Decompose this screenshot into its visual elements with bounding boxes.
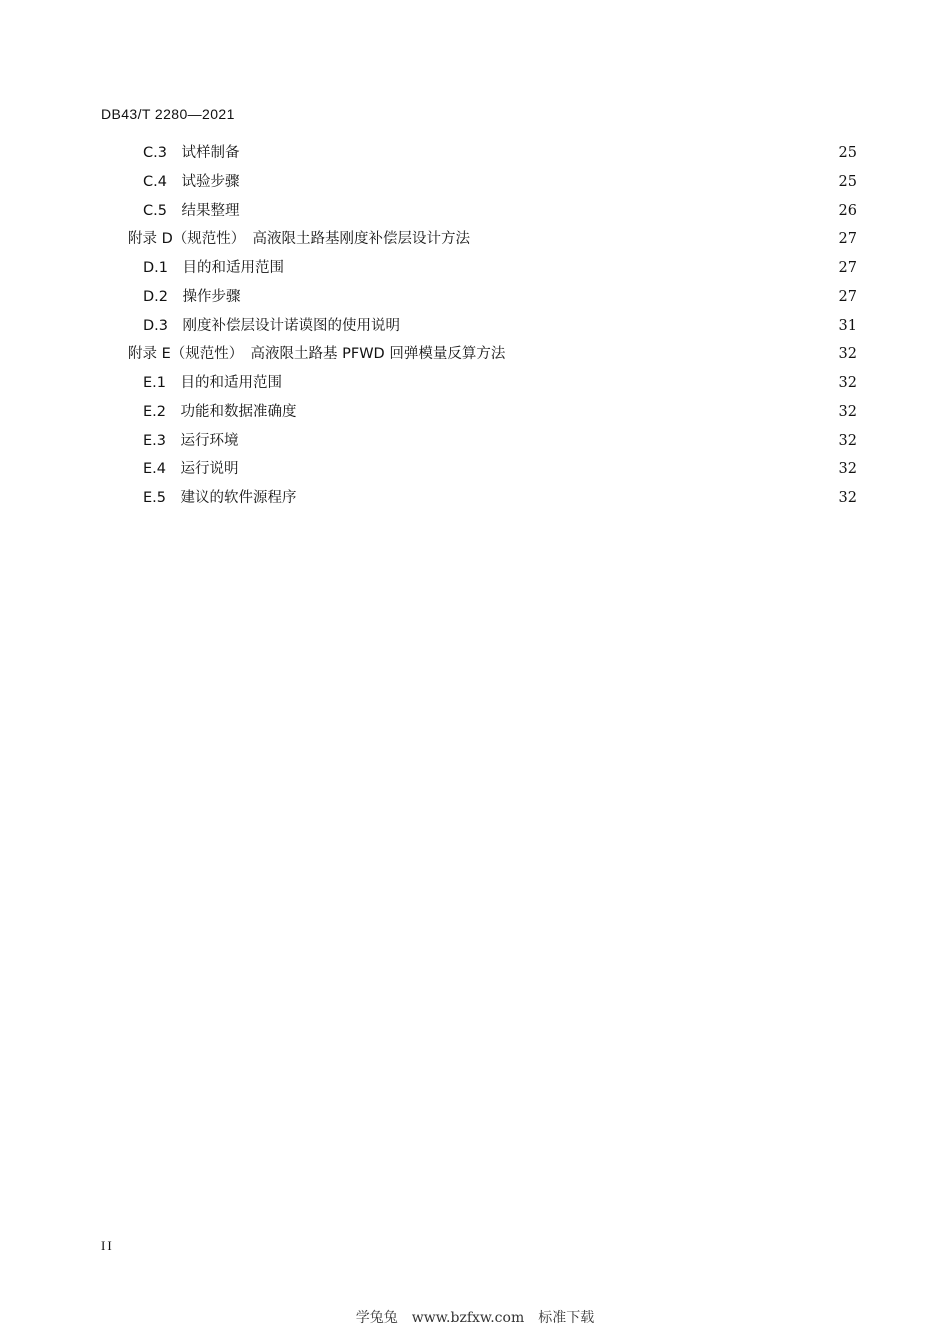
dot-leader	[403, 315, 829, 337]
toc-entry-page: 31	[838, 317, 857, 334]
dot-leader	[242, 171, 829, 193]
dot-leader	[242, 430, 830, 452]
page-number: II	[101, 1238, 114, 1253]
toc-entry[interactable]	[143, 458, 857, 480]
toc-entry-page: 32	[838, 461, 857, 478]
toc-entry-page: 32	[838, 375, 857, 391]
toc-entry-label: 附录 D（规范性） 高液限土路基刚度补偿层设计方法	[128, 231, 471, 248]
toc-entry-page: 32	[838, 403, 857, 420]
toc-entry-page: 27	[838, 288, 857, 305]
toc-entry-page: 27	[838, 260, 857, 276]
toc-entry[interactable]	[143, 372, 857, 394]
toc-entry-page: 25	[838, 173, 857, 190]
toc-entry-label: E.2 功能和数据准确度	[143, 403, 297, 420]
toc-entry-label: D.1 目的和适用范围	[143, 260, 284, 276]
toc-entry-label: E.4 运行说明	[143, 461, 239, 478]
toc-entry-label: D.3 刚度补偿层设计诺谟图的使用说明	[143, 317, 400, 334]
document-code-header: DB43/T 2280—2021	[101, 106, 235, 122]
toc-entry[interactable]	[143, 401, 857, 423]
toc-entry[interactable]	[143, 257, 857, 279]
toc-entry-page: 26	[838, 202, 857, 219]
toc-entry[interactable]	[143, 142, 857, 164]
toc-entry-label: E.1 目的和适用范围	[143, 375, 282, 391]
toc-entry[interactable]	[143, 487, 857, 509]
toc-entry[interactable]	[143, 286, 857, 308]
dot-leader	[242, 142, 829, 164]
toc-entry[interactable]	[143, 171, 857, 193]
toc-entry[interactable]	[143, 430, 857, 452]
toc-entry-label: C.3 试样制备	[143, 145, 240, 161]
toc-entry-page: 32	[838, 346, 857, 363]
toc-entry-label: C.4 试验步骤	[143, 173, 240, 190]
toc-entry-label: E.5 建议的软件源程序	[143, 490, 297, 506]
toc-entry-label: C.5 结果整理	[143, 202, 240, 219]
watermark-footer: 学兔兔 www.bzfxw.com 标准下载	[355, 1310, 595, 1326]
toc-entry-appendix[interactable]	[128, 343, 857, 365]
dot-leader	[242, 200, 829, 222]
toc-entry-page: 32	[838, 432, 857, 449]
toc-entry-appendix[interactable]	[128, 228, 857, 250]
toc-entry[interactable]	[143, 315, 857, 337]
toc-entry-label: E.3 运行环境	[143, 432, 239, 449]
dot-leader	[287, 257, 829, 279]
dot-leader	[244, 286, 830, 308]
toc-entry-page: 32	[838, 490, 857, 506]
dot-leader	[473, 228, 829, 250]
dot-leader	[242, 458, 830, 480]
toc-entry[interactable]	[143, 200, 857, 222]
dot-leader	[300, 401, 830, 423]
dot-leader	[285, 372, 829, 394]
toc-entry-label: 附录 E（规范性） 高液限土路基 PFWD 回弹模量反算方法	[128, 346, 506, 363]
toc-entry-page: 25	[838, 145, 857, 161]
dot-leader	[300, 487, 830, 509]
toc-entry-label: D.2 操作步骤	[143, 288, 241, 305]
toc-entry-page: 27	[838, 231, 857, 248]
dot-leader	[508, 343, 829, 365]
